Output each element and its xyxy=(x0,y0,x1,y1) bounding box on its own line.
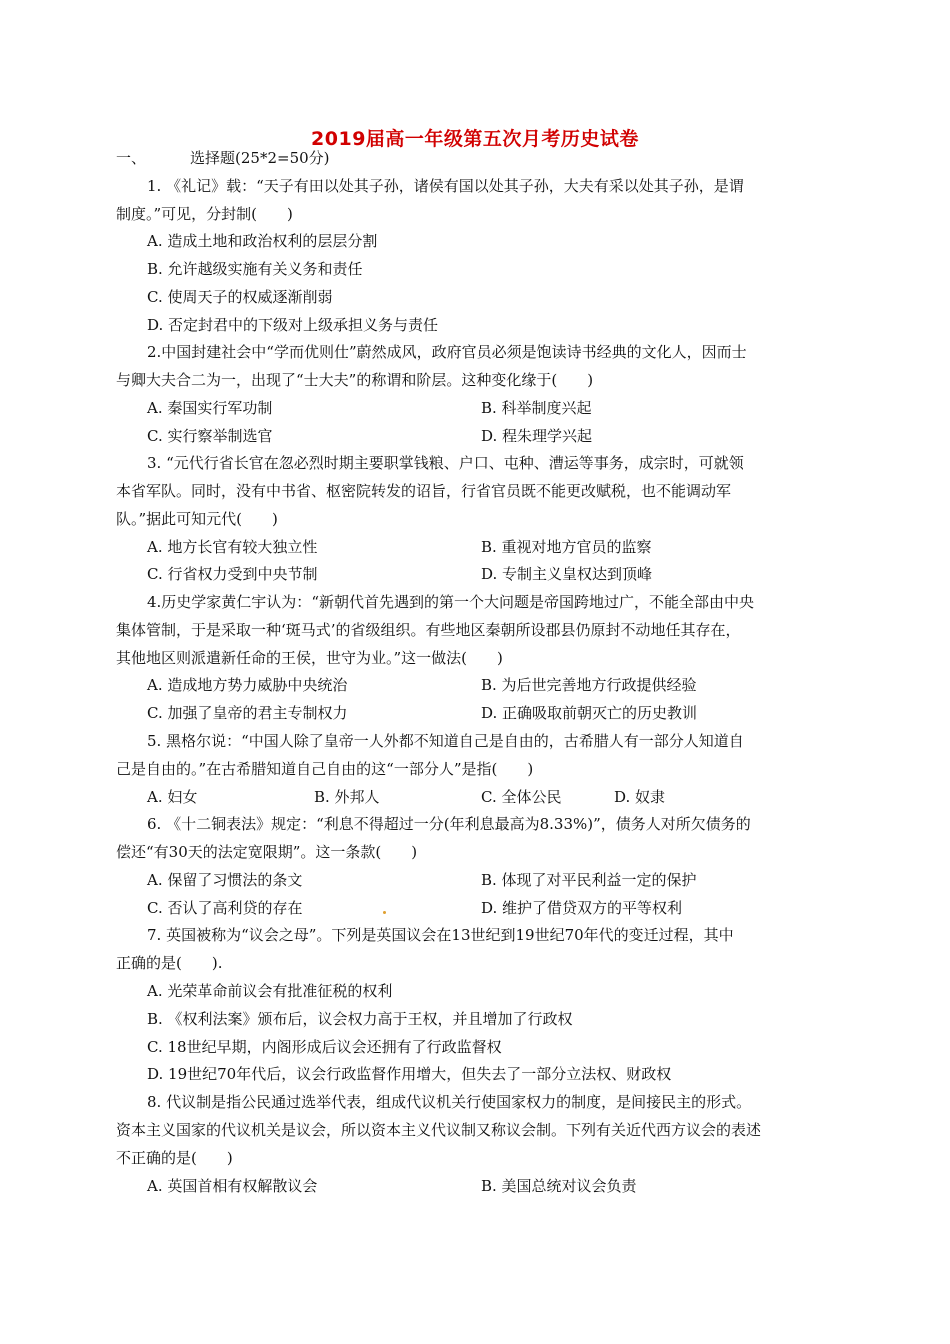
q7-stem-line2: 正确的是( ). xyxy=(116,954,223,972)
q1-option-d: D. 否定封君中的下级对上级承担义务与责任 xyxy=(147,316,439,334)
q5-option-d: D. 奴隶 xyxy=(614,788,666,806)
q1-stem-line2: 制度。”可见，分封制( ) xyxy=(116,205,293,223)
q7-option-b: B. 《权利法案》颁布后，议会权力高于王权，并且增加了行政权 xyxy=(147,1010,573,1028)
q4-option-d: D. 正确吸取前朝灭亡的历史教训 xyxy=(481,704,698,722)
q7-option-a: A. 光荣革命前议会有批准征税的权利 xyxy=(147,982,393,1000)
q5-stem-line2: 己是自由的。”在古希腊知道自己自由的这“一部分人”是指( ) xyxy=(116,760,534,778)
q2-stem-line2: 与卿大夫合二为一，出现了“士大夫”的称谓和阶层。这种变化缘于( ) xyxy=(116,371,594,389)
q2-option-d: D. 程朱理学兴起 xyxy=(481,427,593,445)
q7-option-c: C. 18世纪早期，内阁形成后议会还拥有了行政监督权 xyxy=(147,1038,502,1056)
q6-option-d: D. 维护了借贷双方的平等权利 xyxy=(481,899,683,917)
q6-option-a: A. 保留了习惯法的条文 xyxy=(147,871,303,889)
q2-option-b: B. 科举制度兴起 xyxy=(481,399,592,417)
q4-option-a: A. 造成地方势力威胁中央统治 xyxy=(147,676,348,694)
page-title: 2019届高一年级第五次月考历史试卷 xyxy=(311,128,639,150)
q1-option-a: A. 造成土地和政治权利的层层分割 xyxy=(147,232,378,250)
q4-option-c: C. 加强了皇帝的君主专制权力 xyxy=(147,704,348,722)
q2-stem-line1: 2.中国封建社会中“学而优则仕”蔚然成风，政府官员必须是饱读诗书经典的文化人，因而士 xyxy=(147,343,747,361)
q5-option-c: C. 全体公民 xyxy=(481,788,562,806)
section-heading xyxy=(116,148,330,168)
q4-stem-line1: 4.历史学家黄仁宇认为：“新朝代首先遇到的第一个大问题是帝国跨地过广，不能全部由中央 xyxy=(147,593,754,611)
q2-option-a: A. 秦国实行军功制 xyxy=(147,399,273,417)
q6-stem-line2: 偿还“有30天的法定宽限期”。这一条款( ) xyxy=(116,843,418,861)
q5-option-a: A. 妇女 xyxy=(147,788,198,806)
q1-option-c: C. 使周天子的权威逐渐削弱 xyxy=(147,288,333,306)
q6-stem-line1: 6. 《十二铜表法》规定：“利息不得超过一分(年利息最高为8.33%)”，债务人对所欠债务的 xyxy=(147,815,751,833)
q8-option-b: B. 美国总统对议会负责 xyxy=(481,1177,637,1195)
q1-option-b: B. 允许越级实施有关义务和责任 xyxy=(147,260,363,278)
scan-mark-dot xyxy=(383,911,386,914)
q4-stem-line3: 其他地区则派遣新任命的王侯，世守为业。”这一做法( ) xyxy=(116,649,503,667)
q5-option-b: B. 外邦人 xyxy=(314,788,380,806)
q3-stem-line3: 队。”据此可知元代( ) xyxy=(116,510,278,528)
q3-option-a: A. 地方长官有较大独立性 xyxy=(147,538,318,556)
q4-stem-line2: 集体管制，于是采取一种‘斑马式’的省级组织。有些地区秦朝所设郡县仍原封不动地任其存在， xyxy=(116,621,741,639)
q8-stem-line2: 资本主义国家的代议机关是议会，所以资本主义代议制又称议会制。下列有关近代西方议会的表述 xyxy=(116,1121,762,1139)
q3-option-c: C. 行省权力受到中央节制 xyxy=(147,565,318,583)
q8-option-a: A. 英国首相有权解散议会 xyxy=(147,1177,318,1195)
q2-option-c: C. 实行察举制选官 xyxy=(147,427,273,445)
q7-option-d: D. 19世纪70年代后，议会行政监督作用增大，但失去了一部分立法权、财政权 xyxy=(147,1065,672,1083)
q8-stem-line3: 不正确的是( ) xyxy=(116,1149,233,1167)
section-number: 一、 xyxy=(116,149,147,167)
q6-option-c: C. 否认了高利贷的存在 xyxy=(147,899,303,917)
section-label: 选择题(25*2=50分) xyxy=(190,149,330,167)
q3-option-b: B. 重视对地方官员的监察 xyxy=(481,538,652,556)
q3-option-d: D. 专制主义皇权达到顶峰 xyxy=(481,565,653,583)
q5-stem-line1: 5. 黑格尔说：“中国人除了皇帝一人外都不知道自己是自由的，古希腊人有一部分人知道自 xyxy=(147,732,744,750)
q8-stem-line1: 8. 代议制是指公民通过选举代表，组成代议机关行使国家权力的制度，是间接民主的形式。 xyxy=(147,1093,752,1111)
q3-stem-line1: 3. “元代行省长官在忽必烈时期主要职掌钱粮、户口、屯种、漕运等事务，成宗时，可就领 xyxy=(147,454,744,472)
q7-stem-line1: 7. 英国被称为“议会之母”。下列是英国议会在13世纪到19世纪70年代的变迁过程，其中 xyxy=(147,926,734,944)
q3-stem-line2: 本省军队。同时，没有中书省、枢密院转发的诏旨，行省官员既不能更改赋税，也不能调动军 xyxy=(116,482,732,500)
q6-option-b: B. 体现了对平民利益一定的保护 xyxy=(481,871,697,889)
q4-option-b: B. 为后世完善地方行政提供经验 xyxy=(481,676,697,694)
q1-stem-line1: 1. 《礼记》载：“天子有田以处其子孙，诸侯有国以处其子孙，大夫有采以处其子孙，是谓 xyxy=(147,177,744,195)
